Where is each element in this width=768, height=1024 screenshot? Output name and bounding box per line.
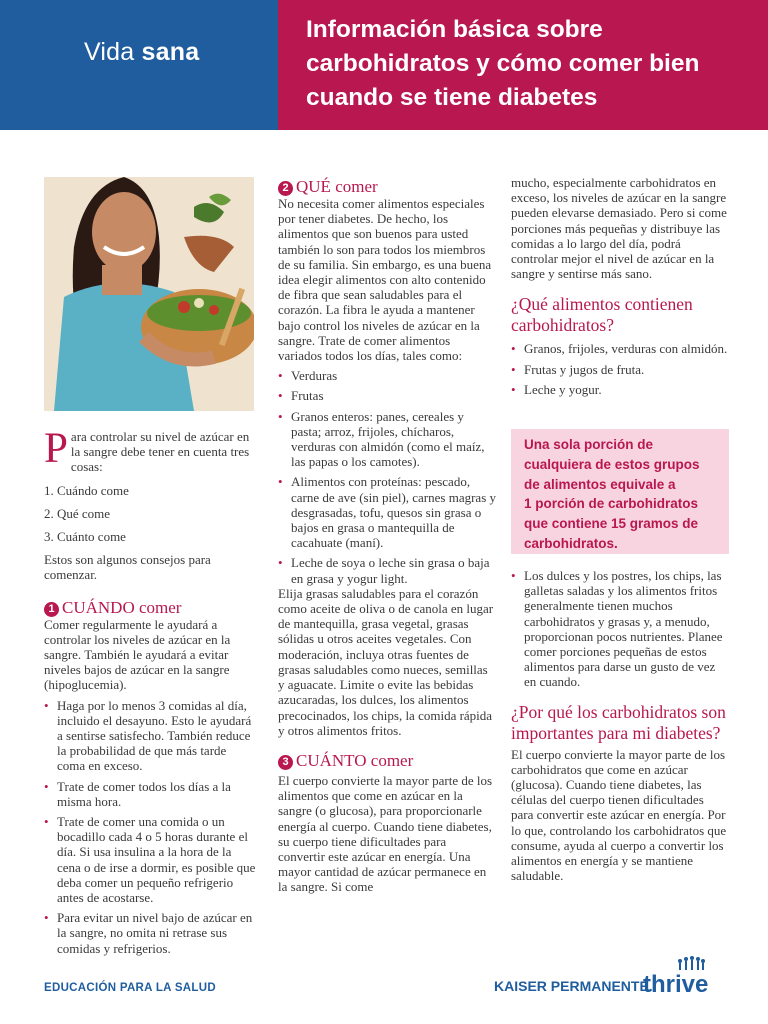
callout-text: Una sola porción de cualquiera de estos grupos de alimentos equivale a 1 porción de carbohidratos que contiene 15 gramos de carbohidratos.: [524, 437, 700, 551]
bullet-list: [511, 341, 729, 397]
bullet-list: [511, 568, 729, 690]
brand-name: Vida sana: [84, 38, 200, 66]
number-badge-icon: 1: [44, 602, 59, 617]
section-heading-carbs-foods: ¿Qué alimentos contienen carbohidratos?: [511, 294, 693, 336]
intro-item: 3. Cuánto come: [44, 529, 126, 545]
list-item: • Haga por lo menos 3 comidas al día, incluido el desayuno. Esto le ayudará a sentirse satisfecho. También reduce la probabilidad de que más tarde coma en exceso.: [44, 698, 256, 774]
number-badge-icon: 3: [278, 755, 293, 770]
woman-holding-salad-bowl-photo: [44, 177, 254, 411]
intro-paragraph: Para controlar su nivel de azúcar en la sangre debe tener en cuenta tres cosas:: [44, 425, 250, 475]
section-heading-what: 2 QUÉ comer: [278, 178, 496, 196]
number-badge-icon: 2: [278, 181, 293, 196]
section-body: Comer regularmente le ayudará a controlar los niveles de azúcar en la sangre. También le ayudará a evitar niveles bajos de azúcar en la sangre (hipoglucemia).: [44, 616, 231, 693]
section-heading-why: ¿Por qué los carbohidratos son importantes para mi diabetes?: [511, 701, 726, 743]
list-item: • Para evitar un nivel bajo de azúcar en la sangre, no omita ni retrase sus comidas y refrigerios.: [44, 910, 256, 956]
column-right-lower: [511, 563, 729, 883]
list-item: • Granos enteros: panes, cereales y pasta; arroz, frijoles, chícharos, verduras con almidón (como el maíz, las papas o los camotes).: [278, 409, 496, 470]
thrive-logo: thrive: [643, 971, 709, 998]
intro-item: 2. Qué come: [44, 505, 111, 521]
section-body: El cuerpo convierte la mayor parte de los alimentos que come en azúcar en la sangre (o glucosa), para proporcionarle energía al cuerpo. Cuando tiene diabetes, su cuerpo tiene dificultades para convertir este azúcar en energía. Una mayor cantidad de azúcar permanece en la sangre. Si come: [278, 772, 493, 895]
list-item: • Alimentos con proteínas: pescado, carne de ave (sin piel), carnes magras y desgrasadas, tofu, quesos sin grasa o bajos en grasa o mantequilla de cacahuate (maní).: [278, 474, 496, 550]
intro-closing: Estos son algunos consejos para comenzar.: [44, 552, 211, 583]
section-body: No necesita comer alimentos especiales por tener diabetes. De hecho, los alimentos que son buenos para usted también lo son para todos los miembros de su familia. Sin embargo, es una buena idea elegir alimentos con alto contenido de fibra que sean saludables para el corazón. La fibra le ayuda a mantener bajo control los niveles de azúcar en la sangre. Trate de comer alimentos variados todos los días, tales como:: [278, 196, 492, 364]
bullet-list: [44, 698, 256, 956]
kaiser-permanente-symbol-icon: [676, 955, 706, 971]
list-item: • Leche y yogur.: [511, 382, 729, 397]
list-item: • Trate de comer todos los días a la misma hora.: [44, 779, 256, 809]
footer-label: EDUCACIÓN PARA LA SALUD: [44, 982, 216, 994]
section-heading-when: 1 CUÁNDO comer: [44, 599, 256, 617]
list-item: • Los dulces y los postres, los chips, las galletas saladas y los alimentos fritos generalmente tienen muchos carbohidratos y grasas y, a menudo, proporcionan pocos nutrientes. Planee comer porciones pequeñas de estos alimentos para darse un gusto de vez en cuando.: [511, 568, 729, 690]
column-right: [511, 175, 729, 397]
callout-box: [511, 429, 729, 554]
section-body: El cuerpo convierte la mayor parte de los carbohidratos que come en azúcar (glucosa). Cuando tiene diabetes, las células del cuerpo tienen dificultades para convertir este azúcar en energía. Por lo que, controlando los carbohidratos que consume, ayuda al cuerpo a convertir los alimentos en energía y se mantiene saludable.: [511, 746, 727, 884]
list-item: • Granos, frijoles, verduras con almidón.: [511, 341, 729, 356]
list-item: • Verduras: [278, 368, 496, 383]
list-item: • Trate de comer una comida o un bocadillo cada 4 o 5 horas durante el día. Si usa insulina a la hora de la cena o de irse a dormir, es posible que deba comer un pequeño refrigerio antes de acostarse.: [44, 814, 256, 905]
section-body: Elija grasas saludables para el corazón como aceite de oliva o de canola en lugar de mantequilla, grasa vegetal, grasas sólidas u otros aceites vegetales. Con moderación, incluya otras fuentes de grasas saludables como nueces, semillas y aguacate. Limite o evite las bebidas azucaradas, los dulces, los alimentos precocinados, los chips, la comida rápida y otros alimentos fritos.: [278, 585, 494, 738]
list-item: • Frutas y jugos de fruta.: [511, 362, 729, 377]
kaiser-permanente-logo: KAISER PERMANENTE.: [494, 978, 653, 994]
intro-item: 1. Cuándo come: [44, 482, 129, 498]
list-item: • Leche de soya o leche sin grasa o baja en grasa y yogur light.: [278, 555, 496, 585]
column-middle: [278, 178, 496, 895]
column-left: [44, 425, 256, 956]
dropcap: P: [44, 425, 68, 472]
section-heading-how-much: 3 CUÁNTO comer: [278, 752, 496, 770]
page-title: Información básica sobre carbohidratos y cómo comer bien cuando se tiene diabetes: [306, 16, 700, 111]
section-body-continued: mucho, especialmente carbohidratos en exceso, los niveles de azúcar en la sangre pueden elevarse demasiado. Pero si come porciones más pequeñas y distribuye las comidas a lo largo del día, podrá controlar mejor el nivel de azúcar en la sangre y sentirse más sano.: [511, 175, 727, 282]
list-item: • Frutas: [278, 388, 496, 403]
bullet-list: [278, 368, 496, 586]
